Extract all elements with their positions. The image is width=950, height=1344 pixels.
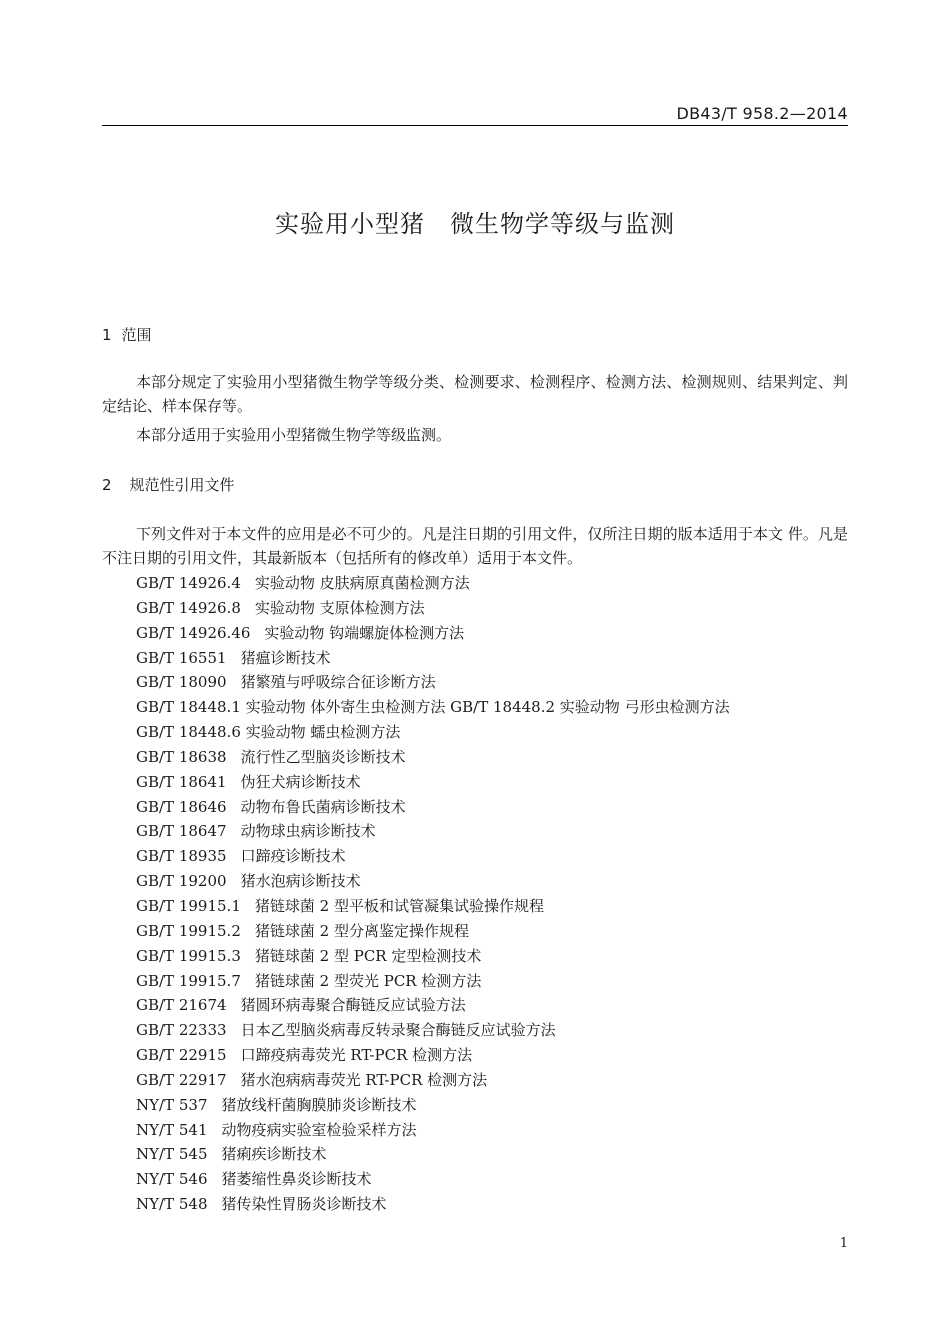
reference-code: GB/T 19915.1 bbox=[136, 896, 241, 915]
reference-item bbox=[136, 646, 730, 671]
reference-code: GB/T 18638 bbox=[136, 747, 227, 766]
section-heading-normative-references bbox=[102, 474, 235, 495]
reference-item bbox=[136, 894, 730, 919]
reference-code: GB/T 22917 bbox=[136, 1070, 227, 1089]
section-heading-scope bbox=[102, 324, 152, 345]
reference-title: 实验动物 皮肤病原真菌检测方法 bbox=[254, 574, 470, 592]
reference-title: 猪传染性胃肠炎诊断技术 bbox=[221, 1195, 387, 1214]
reference-list bbox=[136, 571, 730, 1217]
reference-item bbox=[136, 1192, 730, 1217]
reference-item bbox=[136, 1167, 730, 1192]
reference-title: 实验动物 钩端螺旋体检测方法 bbox=[264, 623, 465, 642]
reference-code: GB/T 18448.1 实验动物 体外寄生虫检测方法 GB/T 18448.2 实验动物 弓形虫检测方法 bbox=[136, 698, 730, 717]
section-number: 1 bbox=[102, 326, 112, 344]
document-title: 实验用小型猪 微生物学等级与监测 bbox=[275, 210, 675, 238]
reference-code: GB/T 16551 bbox=[136, 648, 227, 667]
reference-title: 猪链球菌 2 型平板和试管凝集试验操作规程 bbox=[254, 896, 544, 915]
reference-title: 猪繁殖与呼吸综合征诊断方法 bbox=[240, 673, 436, 692]
reference-code: NY/T 537 bbox=[136, 1095, 208, 1114]
reference-code: GB/T 19200 bbox=[136, 872, 227, 891]
reference-title: 日本乙型脑炎病毒反转录聚合酶链反应试验方法 bbox=[240, 1021, 556, 1040]
reference-code: GB/T 19915.3 bbox=[136, 946, 241, 965]
reference-code: GB/T 14926.4 bbox=[136, 574, 241, 592]
reference-item bbox=[136, 1118, 730, 1143]
reference-code: GB/T 18646 bbox=[136, 797, 227, 816]
reference-item bbox=[136, 969, 730, 994]
reference-code: NY/T 545 bbox=[136, 1145, 208, 1164]
page-number: 1 bbox=[839, 1236, 848, 1251]
reference-item bbox=[136, 670, 730, 695]
reference-title: 口蹄疫病毒荧光 RT-PCR 检测方法 bbox=[240, 1046, 473, 1065]
reference-title: 猪放线杆菌胸膜肺炎诊断技术 bbox=[221, 1095, 417, 1114]
standard-code: DB43/T 958.2—2014 bbox=[676, 104, 848, 123]
reference-title: 动物疫病实验室检验采样方法 bbox=[221, 1120, 417, 1139]
reference-title: 动物布鲁氏菌病诊断技术 bbox=[240, 797, 406, 816]
reference-item bbox=[136, 1068, 730, 1093]
reference-code: GB/T 18641 bbox=[136, 772, 227, 791]
reference-item bbox=[136, 1093, 730, 1118]
reference-title: 伪狂犬病诊断技术 bbox=[240, 772, 361, 791]
reference-item bbox=[136, 720, 730, 745]
reference-item bbox=[136, 944, 730, 969]
reference-item bbox=[136, 993, 730, 1018]
reference-code: GB/T 14926.46 bbox=[136, 623, 251, 642]
reference-code: NY/T 548 bbox=[136, 1195, 208, 1214]
reference-title: 猪瘟诊断技术 bbox=[240, 648, 331, 667]
reference-title: 猪萎缩性鼻炎诊断技术 bbox=[221, 1170, 372, 1189]
reference-item bbox=[136, 819, 730, 844]
reference-code: GB/T 22333 bbox=[136, 1021, 227, 1040]
reference-title: 猪圆环病毒聚合酶链反应试验方法 bbox=[240, 996, 466, 1015]
reference-item bbox=[136, 1142, 730, 1167]
reference-item bbox=[136, 596, 730, 621]
reference-title: 猪链球菌 2 型分离鉴定操作规程 bbox=[254, 921, 469, 940]
scope-paragraph: 本部分适用于实验用小型猪微生物学等级监测。 bbox=[136, 426, 452, 444]
references-intro-paragraph: 下列文件对于本文件的应用是必不可少的。凡是注日期的引用文件，仅所注日期的版本适用于本文 件。凡是不注日期的引用文件，其最新版本（包括所有的修改单）适用于本文件。 bbox=[102, 525, 848, 567]
reference-code: GB/T 22915 bbox=[136, 1046, 227, 1065]
scope-paragraph: 本部分规定了实验用小型猪微生物学等级分类、检测要求、检测程序、检测方法、检测规则、结果判定、判定结论、样本保存等。 bbox=[102, 373, 848, 415]
reference-item bbox=[136, 770, 730, 795]
reference-code: GB/T 21674 bbox=[136, 996, 227, 1015]
header-rule bbox=[102, 125, 848, 126]
reference-title: 猪痢疾诊断技术 bbox=[221, 1145, 327, 1164]
reference-code: GB/T 19915.2 bbox=[136, 921, 241, 940]
section-number: 2 bbox=[102, 476, 112, 494]
reference-code: GB/T 18647 bbox=[136, 822, 227, 841]
reference-title: 动物球虫病诊断技术 bbox=[240, 822, 376, 841]
reference-title: 猪水泡病病毒荧光 RT-PCR 检测方法 bbox=[240, 1070, 488, 1089]
reference-item bbox=[136, 795, 730, 820]
reference-title: 口蹄疫诊断技术 bbox=[240, 847, 346, 866]
reference-code: GB/T 18090 bbox=[136, 673, 227, 692]
reference-code: GB/T 19915.7 bbox=[136, 971, 241, 990]
reference-item bbox=[136, 844, 730, 869]
section-title: 范围 bbox=[121, 326, 152, 344]
section-title: 规范性引用文件 bbox=[129, 476, 235, 494]
reference-item bbox=[136, 695, 730, 720]
reference-item bbox=[136, 1018, 730, 1043]
reference-title: 猪链球菌 2 型荧光 PCR 检测方法 bbox=[254, 971, 482, 990]
reference-item bbox=[136, 919, 730, 944]
reference-code: NY/T 546 bbox=[136, 1170, 208, 1189]
reference-item bbox=[136, 869, 730, 894]
reference-title: 猪链球菌 2 型 PCR 定型检测技术 bbox=[254, 946, 482, 965]
reference-code: GB/T 18935 bbox=[136, 847, 227, 866]
reference-code: NY/T 541 bbox=[136, 1120, 208, 1139]
reference-code: GB/T 18448.6 实验动物 蠕虫检测方法 bbox=[136, 723, 401, 742]
reference-item bbox=[136, 745, 730, 770]
reference-item bbox=[136, 621, 730, 646]
reference-title: 流行性乙型脑炎诊断技术 bbox=[240, 747, 406, 766]
reference-item bbox=[136, 571, 730, 596]
reference-item bbox=[136, 1043, 730, 1068]
reference-title: 实验动物 支原体检测方法 bbox=[254, 598, 425, 617]
reference-title: 猪水泡病诊断技术 bbox=[240, 872, 361, 891]
reference-code: GB/T 14926.8 bbox=[136, 598, 241, 617]
